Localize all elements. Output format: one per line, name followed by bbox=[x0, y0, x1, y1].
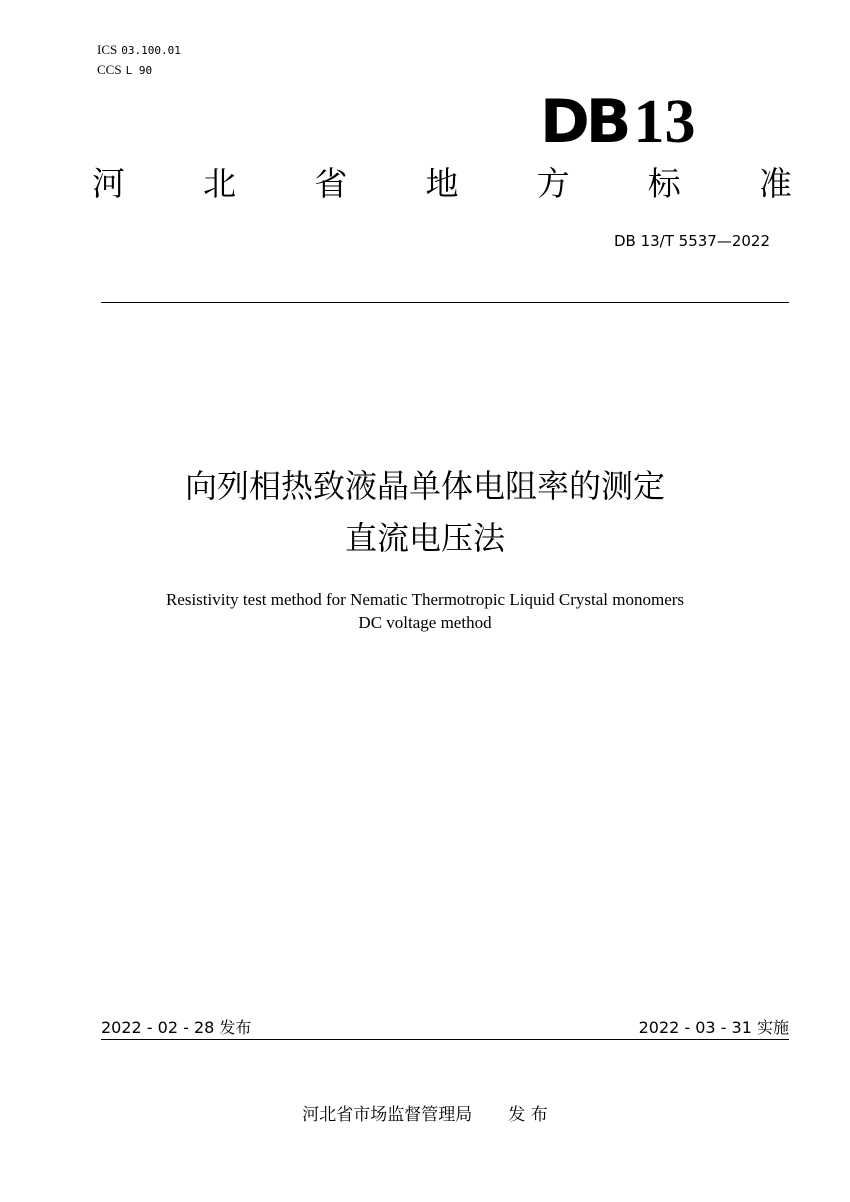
category-char: 地 bbox=[425, 164, 459, 203]
title-cn-line1: 向列相热致液晶单体电阻率的测定 bbox=[184, 467, 665, 505]
category-char: 准 bbox=[758, 164, 792, 203]
category-char: 河 bbox=[92, 164, 125, 203]
publisher-action: 发 布 bbox=[508, 1105, 548, 1125]
ccs-code bbox=[97, 60, 181, 80]
top-divider bbox=[101, 302, 789, 303]
ccs-label: CCS bbox=[97, 62, 122, 77]
db-logo-number: 13 bbox=[633, 88, 696, 156]
category-char: 方 bbox=[536, 164, 570, 203]
title-en-line1: Resistivity test method for Nematic Thermotropic Liquid Crystal monomers bbox=[165, 590, 685, 609]
ccs-value: L 90 bbox=[125, 64, 153, 77]
category-char: 省 bbox=[314, 164, 348, 203]
ics-value: 03.100.01 bbox=[121, 44, 181, 57]
title-cn-line2: 直流电压法 bbox=[344, 519, 505, 557]
publisher bbox=[0, 1100, 850, 1125]
ics-code bbox=[97, 40, 181, 60]
implementation-date: 2022 - 03 - 31 实施 bbox=[638, 1018, 789, 1037]
bottom-divider bbox=[101, 1039, 789, 1040]
standard-category bbox=[92, 160, 792, 208]
ics-label: ICS bbox=[97, 42, 118, 57]
db13-logo bbox=[540, 87, 740, 157]
category-char: 北 bbox=[203, 164, 237, 203]
standard-number: DB 13/T 5537—2022 bbox=[613, 232, 770, 250]
category-char: 标 bbox=[647, 164, 681, 203]
title-en-line2: DC voltage method bbox=[358, 613, 492, 632]
issue-date: 2022 - 02 - 28 发布 bbox=[101, 1018, 252, 1037]
db-logo-letters: DB bbox=[540, 87, 628, 157]
classification-codes bbox=[97, 40, 181, 80]
publisher-name: 河北省市场监督管理局 bbox=[302, 1105, 473, 1125]
